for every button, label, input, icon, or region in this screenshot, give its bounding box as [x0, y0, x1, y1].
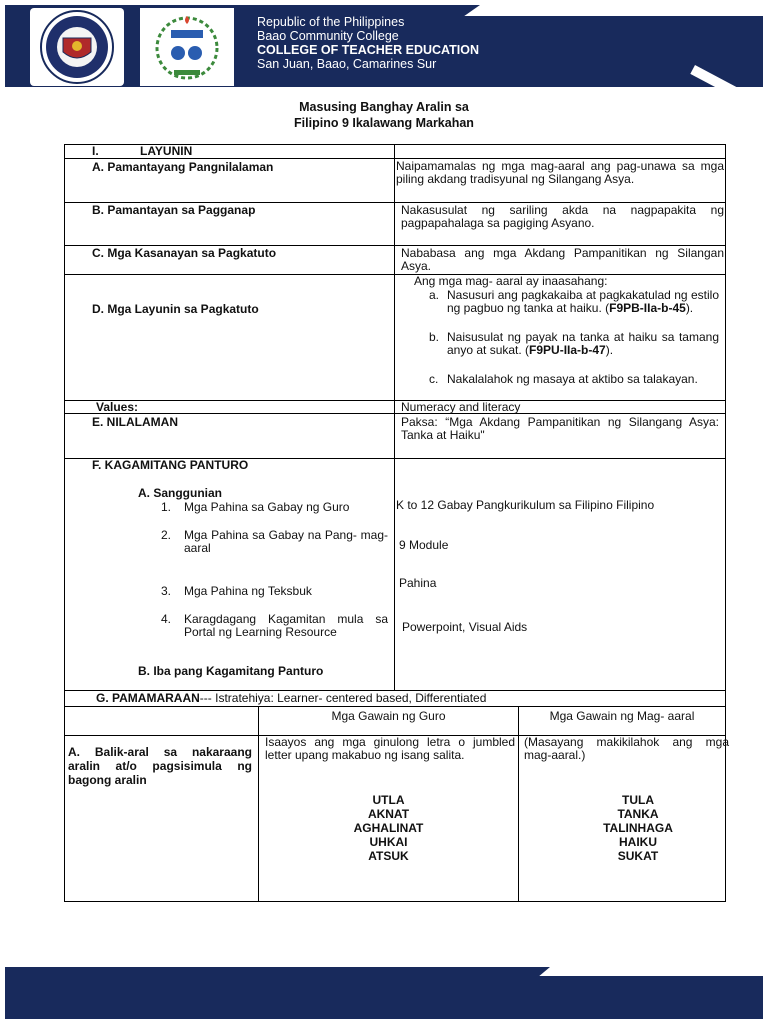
- header-department: COLLEGE OF TEACHER EDUCATION: [257, 43, 479, 57]
- objective-b-letter: b.: [429, 330, 440, 344]
- objective-a-end: ).: [685, 300, 694, 315]
- sanggunian-item1-value: K to 12 Gabay Pangkurikulum sa Filipino Filipino: [396, 498, 655, 512]
- pamantayang-pangnilalaman-value: Naipamamalas ng mga mag-aaral ang pag-unawa sa mga piling akdang tradisyunal ng Silangang Asya.: [396, 159, 724, 186]
- sanggunian-item2-value: 9 Module: [399, 538, 449, 552]
- pamamaraan-strategy: --- Istratehiya: Learner- centered based, Differentiated: [199, 691, 487, 705]
- mga-layunin-intro: Ang mga mag- aaral ay inaasahang:: [414, 274, 608, 288]
- jumbled-word: UTLA: [372, 793, 405, 807]
- jumbled-word: UHKAI: [369, 835, 408, 849]
- objective-a-text: Nasusuri ang pagkakaiba at pagkakatulad ng estilo ng pagbuo ng tanka at haiku. (: [447, 288, 719, 315]
- sanggunian-item3: Mga Pahina ng Teksbuk: [184, 584, 312, 598]
- answer-word: SUKAT: [617, 849, 659, 863]
- objective-c-text: Nakalalahok ng masaya at aktibo sa talakayan.: [447, 372, 698, 386]
- objective-a-letter: a.: [429, 288, 440, 302]
- values-value: Numeracy and literacy: [401, 400, 521, 414]
- pamantayan-sa-pagganap-value: Nakasusulat ng sariling akda na nagpapakita ng pagpapahalaga sa pagiging Asyano.: [401, 203, 724, 230]
- sanggunian-item4-num: 4.: [161, 612, 172, 626]
- iba-pang-kagamitan-label: B. Iba pang Kagamitang Panturo: [138, 664, 324, 678]
- sanggunian-item4: Karagdagang Kagamitan mula sa Portal ng Learning Resource: [184, 612, 388, 639]
- mga-kasanayan-label: C. Mga Kasanayan sa Pagkatuto: [92, 246, 277, 260]
- values-label: Values:: [96, 400, 139, 414]
- objective-b: [447, 331, 719, 356]
- mag-aaral-answers: [519, 793, 757, 863]
- footer-banner: [5, 967, 763, 1019]
- header-address: San Juan, Baao, Camarines Sur: [257, 57, 437, 71]
- guro-jumbled-words: [259, 793, 518, 863]
- header-republic: Republic of the Philippines: [257, 15, 405, 29]
- guro-instruction: Isaayos ang mga ginulong letra o jumbled letter upang makabuo ng isang salita.: [265, 735, 515, 762]
- pamamaraan-label: G. PAMAMARAAN: [96, 691, 200, 705]
- layunin-number: I.: [92, 144, 99, 158]
- sanggunian-item3-value: Pahina: [399, 576, 437, 590]
- sanggunian-item2-num: 2.: [161, 528, 172, 542]
- sanggunian-label: A. Sanggunian: [138, 486, 222, 500]
- pamantayang-pangnilalaman-label: A. Pamantayang Pangnilalaman: [92, 160, 274, 174]
- document-title-line1: Masusing Banghay Aralin sa: [299, 100, 469, 114]
- jumbled-word: AGHALINAT: [353, 821, 424, 835]
- sanggunian-item2: Mga Pahina sa Gabay na Pang- mag- aaral: [184, 528, 388, 555]
- footer-stripe: [539, 967, 763, 976]
- kagamitang-panturo-label: F. KAGAMITANG PANTURO: [92, 458, 249, 472]
- layunin-heading: LAYUNIN: [140, 144, 193, 158]
- sanggunian-item3-num: 3.: [161, 584, 172, 598]
- objective-a-code: F9PB-IIa-b-45: [609, 300, 686, 315]
- pamantayan-sa-pagganap-label: B. Pamantayan sa Pagganap: [92, 203, 256, 217]
- objective-c-letter: c.: [429, 372, 439, 386]
- answer-word: HAIKU: [619, 835, 657, 849]
- sanggunian-item1: Mga Pahina sa Gabay ng Guro: [184, 500, 350, 514]
- col-header-mag-aaral: Mga Gawain ng Mag- aaral: [549, 709, 695, 723]
- mga-kasanayan-value: Nababasa ang mga Akdang Pampanitikan ng Silangan Asya.: [401, 246, 724, 273]
- balik-aral-label: A. Balik-aral sa nakaraang aralin at/o pagsisimula ng bagong aralin: [68, 745, 252, 787]
- objective-b-end: ).: [605, 342, 614, 357]
- header-college-name: Baao Community College: [257, 29, 399, 43]
- objective-b-text: Naisusulat ng payak na tanka at haiku sa tamang anyo at sukat. (: [447, 330, 719, 357]
- answer-word: TANKA: [617, 807, 659, 821]
- answer-word: TULA: [622, 793, 654, 807]
- document-title-line2: Filipino 9 Ikalawang Markahan: [294, 116, 474, 130]
- objective-b-code: F9PU-IIa-b-47: [529, 342, 606, 357]
- jumbled-word: AKNAT: [367, 807, 410, 821]
- jumbled-word: ATSUK: [368, 849, 409, 863]
- col-header-guro: Mga Gawain ng Guro: [331, 709, 446, 723]
- pamamaraan-row: [96, 692, 486, 705]
- mga-layunin-label: D. Mga Layunin sa Pagkatuto: [92, 302, 259, 316]
- objective-a: [447, 289, 719, 314]
- sanggunian-item4-value: Powerpoint, Visual Aids: [402, 620, 528, 634]
- answer-word: TALINHAGA: [603, 821, 673, 835]
- mag-aaral-response: (Masayang makikilahok ang mga mag-aaral.): [524, 735, 729, 762]
- nilalaman-label: E. NILALAMAN: [92, 415, 178, 429]
- sanggunian-item1-num: 1.: [161, 500, 172, 514]
- nilalaman-value: Paksa: “Mga Akdang Pampanitikan ng Silangang Asya: Tanka at Haiku": [401, 415, 719, 442]
